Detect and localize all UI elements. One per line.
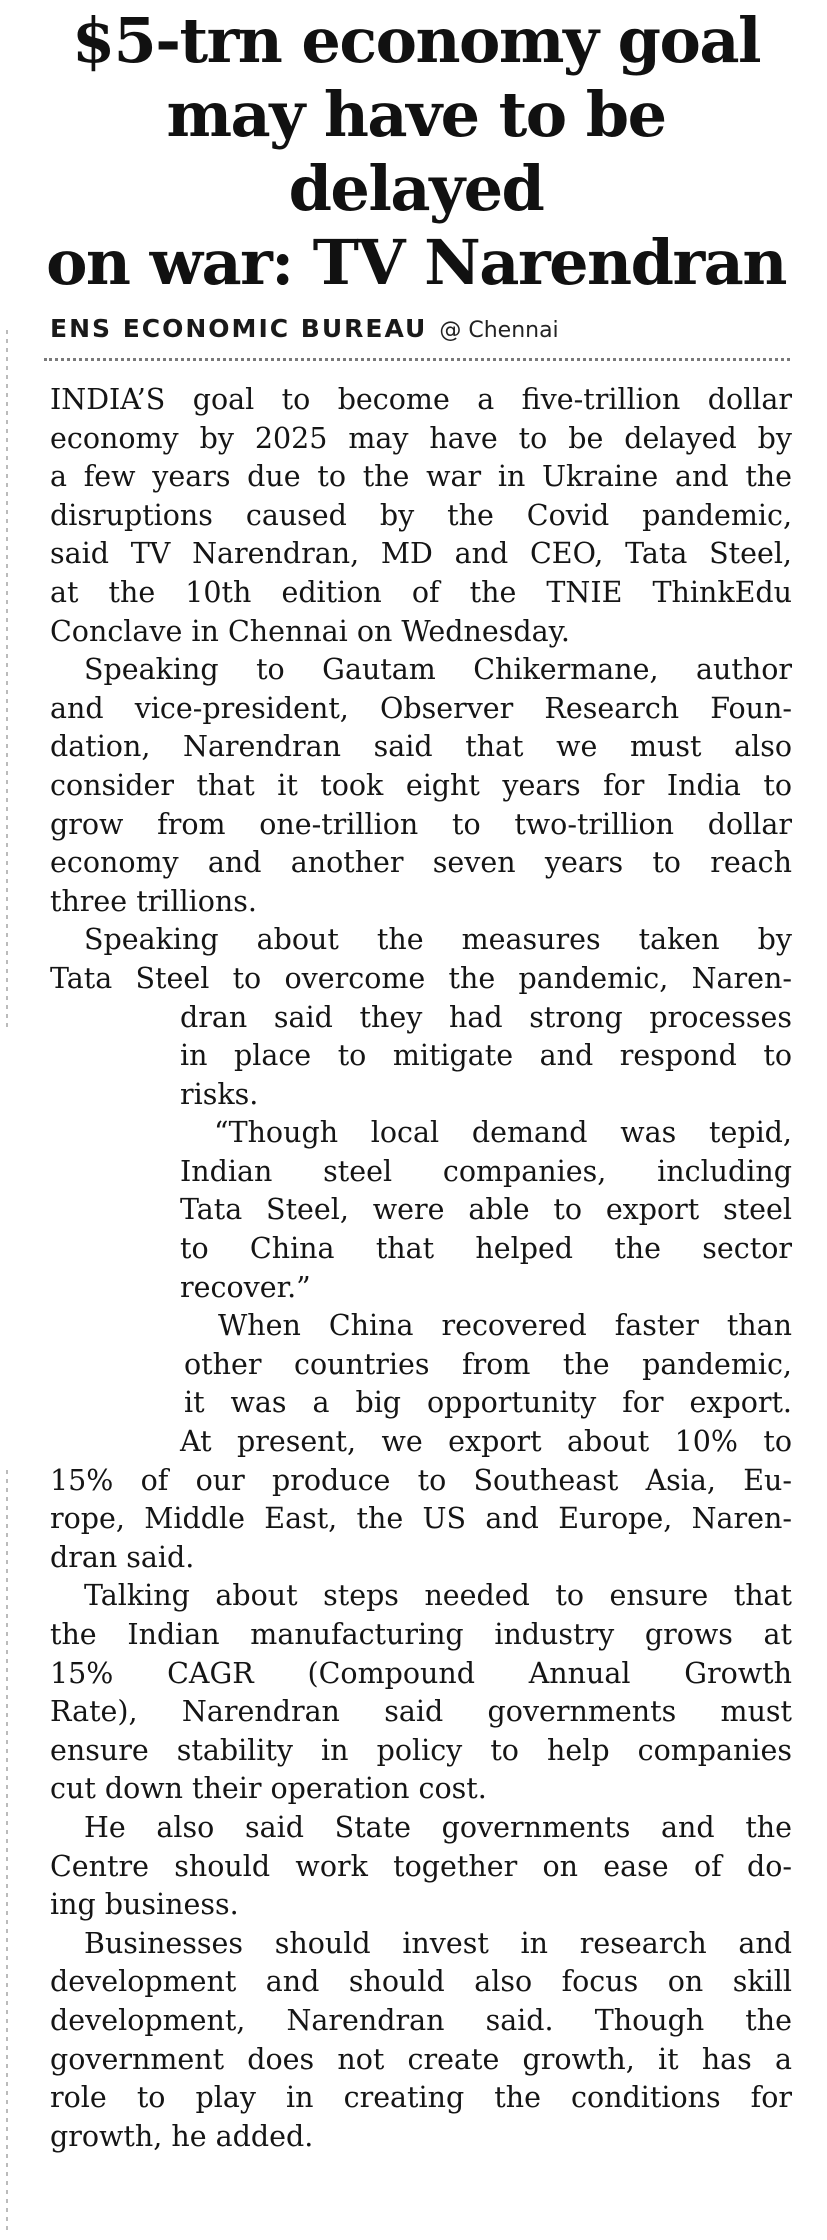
body-line: ensure stability in policy to help companies [50, 1733, 792, 1767]
body-line: economy and another seven years to reach [50, 846, 792, 880]
body-line: ing business. [50, 1888, 239, 1922]
body-line: growth, he added. [50, 2119, 314, 2153]
headline [40, 0, 792, 300]
body-line: at the 10th edition of the TNIE ThinkEdu [50, 575, 792, 609]
article-body [50, 381, 792, 2156]
body-line: dation, Narendran said that we must also [50, 730, 792, 764]
body-line: When China recovered faster than [218, 1309, 792, 1343]
headline-line: $5-trn economy goal [71, 4, 761, 77]
body-line: three trillions. [50, 884, 257, 918]
body-line: government does not create growth, it has a [50, 2042, 792, 2076]
byline-location: @ Chennai [439, 318, 559, 343]
body-line: Speaking to Gautam Chikermane, author [84, 653, 792, 687]
body-line: role to play in creating the conditions for [50, 2081, 792, 2115]
body-line: Tata Steel, were able to export steel [180, 1193, 792, 1227]
body-line: a few years due to the war in Ukraine and the [50, 460, 792, 494]
body-line: to China that helped the sector [180, 1232, 792, 1266]
body-line: Rate), Narendran said governments must [50, 1695, 792, 1729]
body-line: dran said they had strong processes [180, 1000, 792, 1034]
body-line: dran said. [50, 1540, 195, 1574]
byline [50, 314, 792, 354]
body-line: Centre should work together on ease of do- [50, 1849, 792, 1883]
body-line: said TV Narendran, MD and CEO, Tata Steel, [50, 537, 792, 571]
body-line: He also said State governments and the [84, 1810, 792, 1844]
body-line: disruptions caused by the Covid pandemic, [50, 498, 792, 532]
page-edge-mark [6, 330, 8, 1030]
body-line: 15% CAGR (Compound Annual Growth [50, 1656, 792, 1690]
body-line: grow from one-trillion to two-trillion dollar [50, 807, 792, 841]
article [40, 0, 792, 2156]
body-line: rope, Middle East, the US and Europe, Naren- [50, 1502, 792, 1536]
body-line: Conclave in Chennai on Wednesday. [50, 614, 570, 648]
headline-line: may have to be delayed [166, 78, 666, 225]
body-line: the Indian manufacturing industry grows at [50, 1618, 792, 1651]
body-line: Tata Steel to overcome the pandemic, Naren- [50, 961, 792, 995]
body-line: development, Narendran said. Though the [50, 2003, 792, 2037]
body-line: it was a big opportunity for export. [184, 1386, 792, 1420]
headline-line: on war: TV Narendran [46, 226, 786, 299]
body-line: Indian steel companies, including [180, 1154, 792, 1188]
body-line: 15% of our produce to Southeast Asia, Eu- [50, 1463, 792, 1497]
body-line: Talking about steps needed to ensure that [84, 1579, 792, 1613]
body-line: risks. [180, 1077, 259, 1111]
body-line: in place to mitigate and respond to [180, 1039, 792, 1073]
body-line: consider that it took eight years for India to [50, 768, 792, 802]
body-line: “Though local demand was tepid, [214, 1116, 792, 1150]
body-line: At present, we export about 10% to [180, 1425, 792, 1459]
body-line: and vice-president, Observer Research Foun- [50, 691, 792, 725]
body-line: recover.” [180, 1270, 311, 1304]
byline-divider [44, 358, 790, 361]
body-line: Speaking about the measures taken by [84, 923, 792, 957]
body-line: INDIA’S goal to become a five-trillion dollar [50, 383, 792, 416]
page-edge-mark-lower [6, 1470, 8, 2230]
body-line: cut down their operation cost. [50, 1772, 487, 1806]
byline-bureau: ENS ECONOMIC BUREAU [50, 314, 428, 343]
body-line: other countries from the pandemic, [184, 1347, 792, 1381]
body-line: economy by 2025 may have to be delayed by [50, 421, 792, 455]
body-line: Businesses should invest in research and [84, 1926, 792, 1960]
body-line: development and should also focus on skill [50, 1965, 792, 1999]
